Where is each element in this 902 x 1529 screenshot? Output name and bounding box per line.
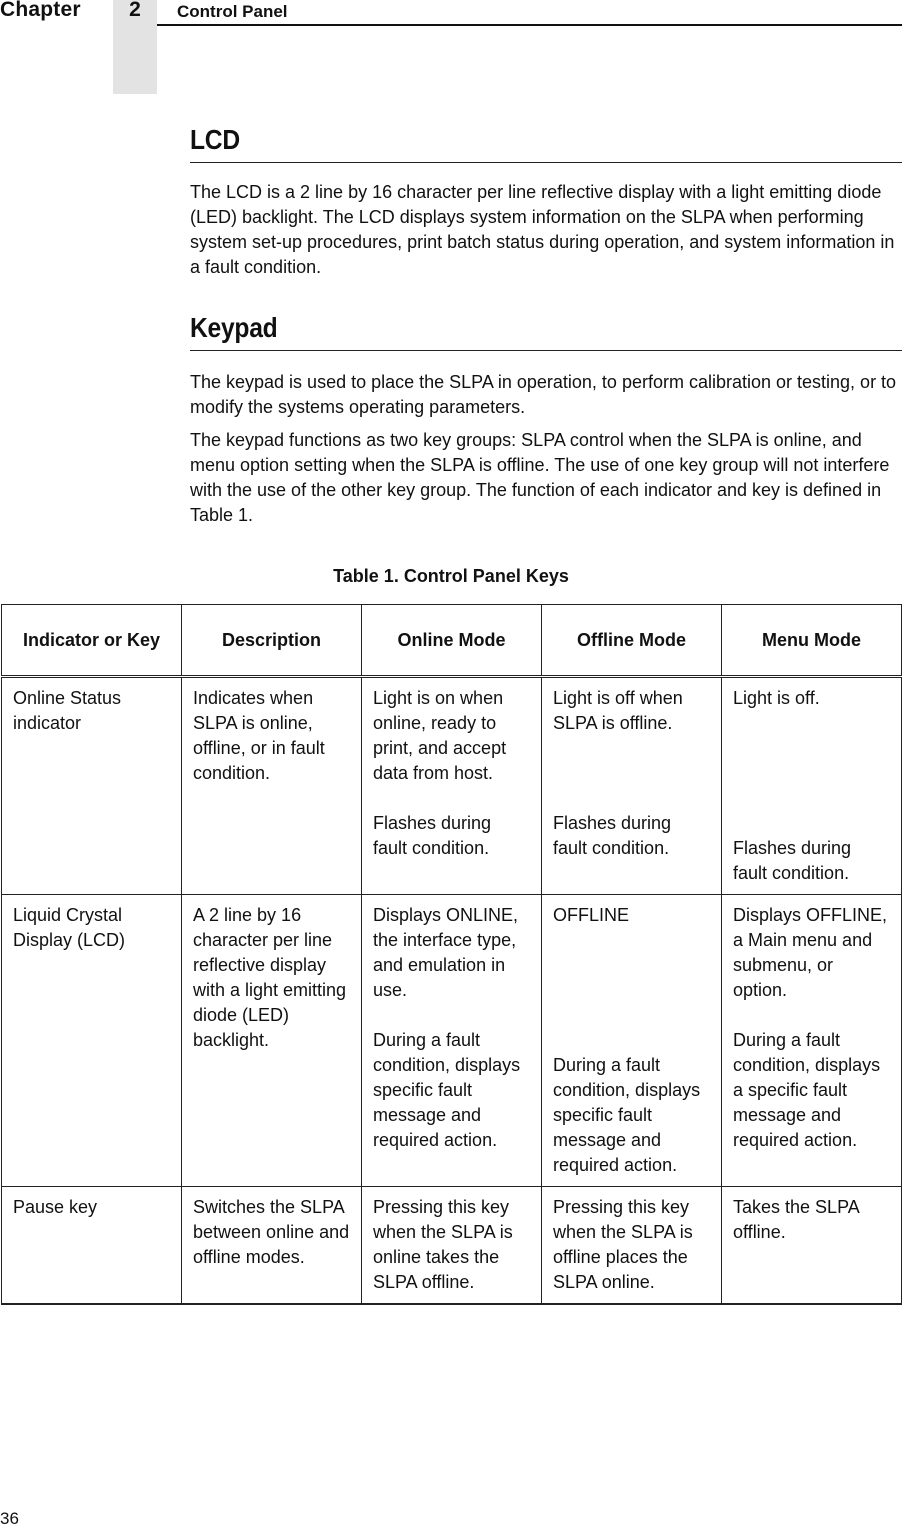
cell-description [182,677,362,895]
keypad-paragraph-2: The keypad functions as two key groups: SLPA control when the SLPA is online, and menu option setting when the SLPA is offline. The use of one key group will not interfere with the use of the other key group. The function of each indicator and key is defined in Table 1. [190,430,890,525]
column-header: Indicator or Key [2,605,182,677]
table-header-row [2,605,902,677]
chapter-label: Chapter [0,0,81,21]
column-header: Offline Mode [542,605,722,677]
cell-text: Displays OFFLINE, a Main menu and submenu, or option. [733,905,888,1000]
cell-text: Liquid Crystal Display (LCD) [13,905,126,950]
table-row [2,895,902,1187]
chapter-title: Control Panel [177,2,288,21]
control-panel-keys-table [1,604,902,1305]
cell-text: During a fault condition, displays specific fault message and required action. [553,1055,701,1175]
lcd-paragraph: The LCD is a 2 line by 16 character per line reflective display with a light emitting diode (LED) backlight. The LCD displays system information on the SLPA when performing system set-up procedures, print batch status during operation, and system information in a fault condition. [190,182,895,277]
cell-text: Takes the SLPA offline. [733,1197,859,1242]
cell-indicator [2,895,182,1187]
table-row [2,677,902,895]
cell-offline [542,1187,722,1305]
page-header [0,0,902,96]
cell-text: Pressing this key when the SLPA is offline places the SLPA online. [553,1197,693,1292]
lcd-section [190,124,902,280]
keypad-section [190,312,902,528]
cell-menu [722,895,902,1187]
cell-text: Flashes during fault condition. [733,838,852,883]
cell-offline [542,895,722,1187]
cell-text: Flashes during fault condition. [553,813,672,858]
cell-text: A 2 line by 16 character per line reflective display with a light emitting diode (LED) backlight. [193,905,347,1050]
cell-text: Light is on when online, ready to print, and accept data from host. [373,688,507,783]
cell-description [182,1187,362,1305]
cell-online [362,895,542,1187]
cell-text: Pause key [13,1197,98,1217]
column-header: Menu Mode [722,605,902,677]
header-rule [157,24,902,26]
cell-menu [722,677,902,895]
cell-text: Pressing this key when the SLPA is online takes the SLPA offline. [373,1197,513,1292]
section-heading-lcd: LCD [190,124,240,155]
table-row [2,1187,902,1305]
cell-online [362,677,542,895]
table-caption: Table 1. Control Panel Keys [333,566,569,586]
cell-text: During a fault condition, displays specific fault message and required action. [373,1030,521,1150]
cell-text: Flashes during fault condition. [373,813,492,858]
cell-text: Displays ONLINE, the interface type, and emulation in use. [373,905,519,1000]
cell-text: Switches the SLPA between online and offline modes. [193,1197,350,1267]
cell-online [362,1187,542,1305]
cell-text: OFFLINE [553,905,630,925]
column-header: Description [182,605,362,677]
cell-indicator [2,1187,182,1305]
section-rule [190,162,902,163]
cell-description [182,895,362,1187]
cell-text: Light is off when SLPA is offline. [553,688,683,733]
cell-text: During a fault condition, displays a specific fault message and required action. [733,1030,881,1150]
chapter-tab [113,0,157,94]
cell-text: Online Status indicator [13,688,122,733]
chapter-number: 2 [129,0,141,21]
cell-text: Indicates when SLPA is online, offline, or in fault condition. [193,688,325,783]
cell-menu [722,1187,902,1305]
page-number: 36 [0,1509,19,1528]
section-heading-keypad: Keypad [190,312,278,343]
keypad-paragraph-1: The keypad is used to place the SLPA in operation, to perform calibration or testing, or to modify the systems operating parameters. [190,372,897,417]
column-header: Online Mode [362,605,542,677]
cell-offline [542,677,722,895]
cell-text: Light is off. [733,688,820,708]
section-rule [190,350,902,351]
cell-indicator [2,677,182,895]
